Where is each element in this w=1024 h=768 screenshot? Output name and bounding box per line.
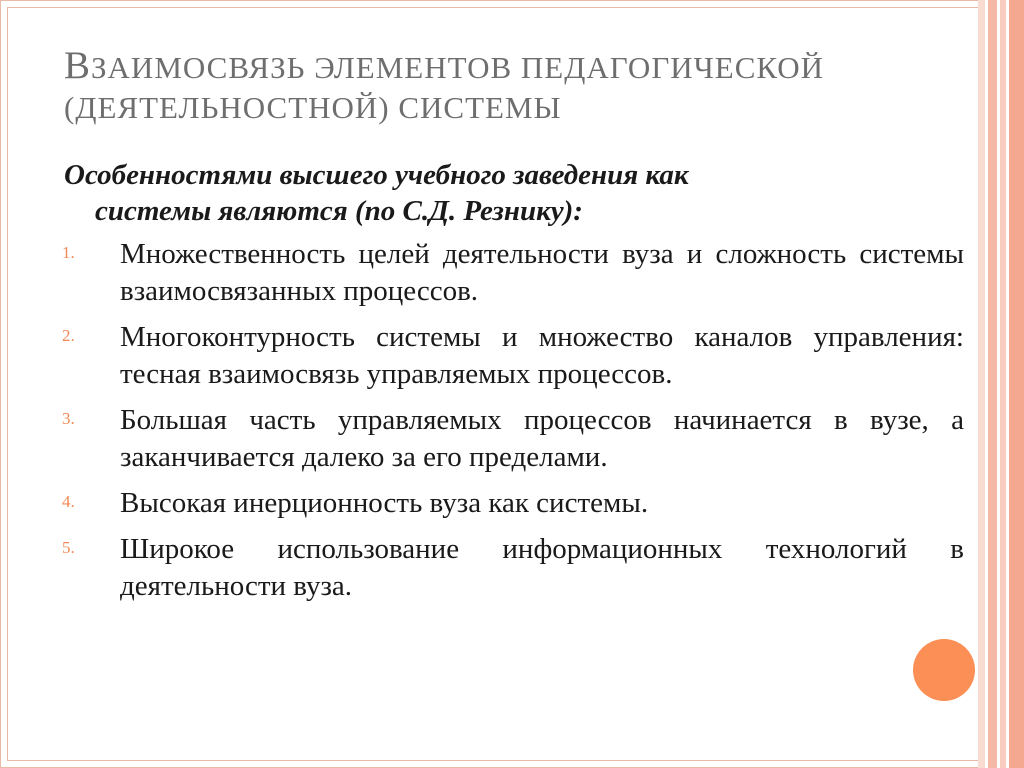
list-number: 3.	[62, 409, 75, 428]
list-number: 5.	[62, 538, 75, 557]
lead-line-2: системы являются (по С.Д. Резнику):	[95, 195, 583, 227]
list-item	[62, 236, 964, 310]
title-line-2: (ДЕЯТЕЛЬНОСТНОЙ) СИСТЕМЫ	[64, 90, 562, 125]
slide-title	[64, 46, 944, 128]
list-item-text: Высокая инерционность вуза как системы.	[120, 487, 649, 519]
list-item-text: Большая часть управляемых процессов начинается в вузе, а заканчивается далеко за его пределами.	[120, 404, 964, 473]
list-item-text: Многоконтурность системы и множество каналов управления: тесная взаимосвязь управляемых процессов.	[120, 321, 964, 390]
decorative-circle	[913, 639, 975, 701]
title-line-1-rest: ЗАИМОСВЯЗЬ ЭЛЕМЕНТОВ ПЕДАГОГИЧЕСКОЙ	[91, 50, 825, 85]
list-number: 4.	[62, 492, 75, 511]
list-number: 2.	[62, 326, 75, 345]
list-item	[62, 319, 964, 393]
features-list	[62, 236, 964, 614]
title-line-1	[64, 46, 944, 88]
list-item-text: Широкое использование информационных технологий в деятельности вуза.	[120, 533, 964, 602]
title-initial-letter: В	[64, 44, 92, 87]
list-item	[62, 531, 964, 605]
decorative-stripes	[978, 0, 1024, 768]
list-number: 1.	[62, 243, 75, 262]
list-item	[62, 485, 964, 522]
lead-line-1: Особенностями высшего учебного заведения как	[64, 159, 689, 191]
list-item	[62, 402, 964, 476]
lead-paragraph	[64, 157, 964, 229]
list-item-text: Множественность целей деятельности вуза и сложность системы взаимосвязанных процессов.	[120, 238, 964, 307]
